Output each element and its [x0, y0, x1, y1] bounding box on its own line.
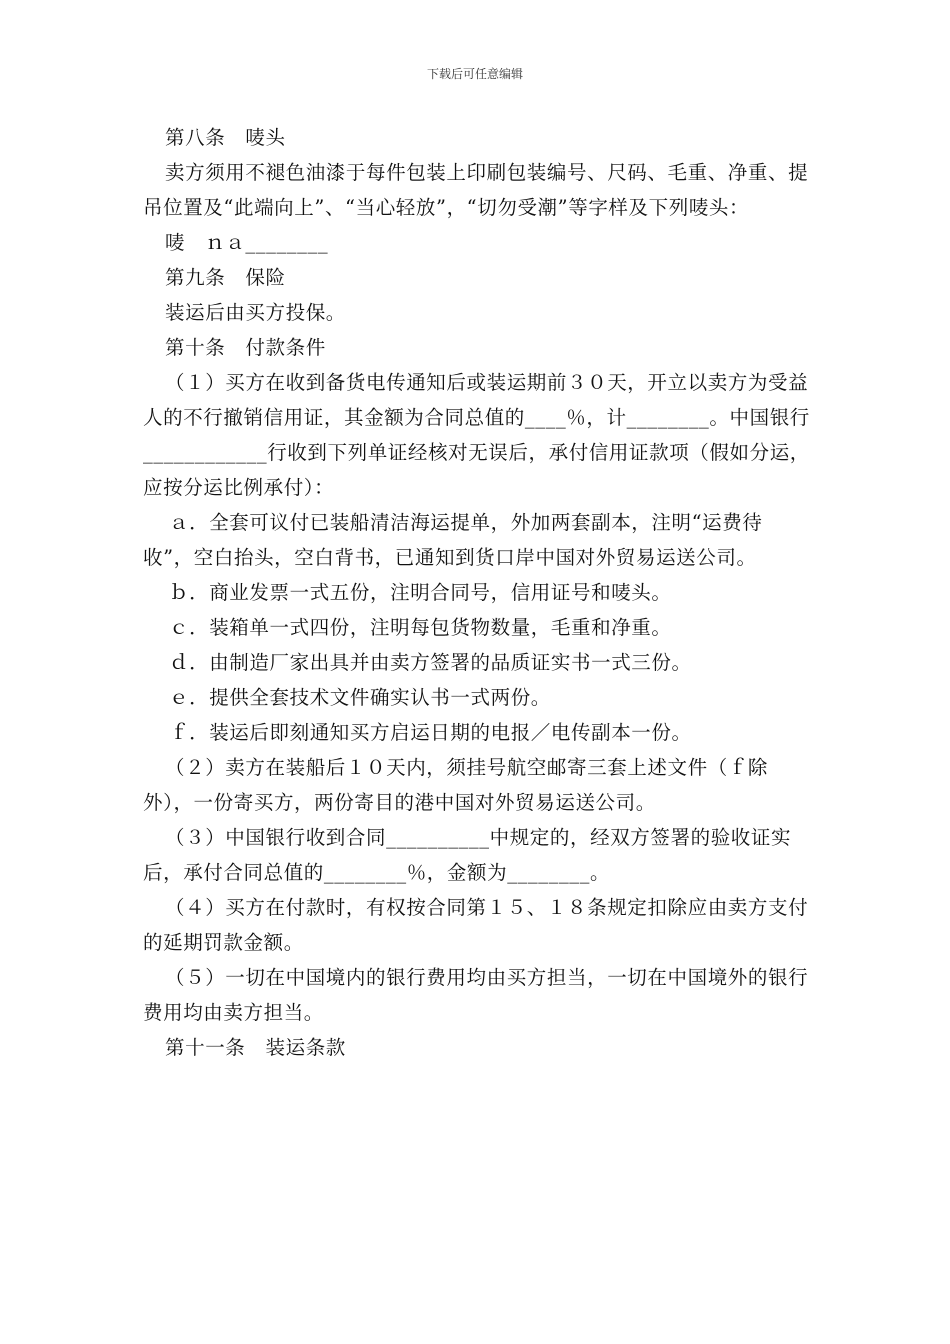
payment-clause-3: （３）中国银行收到合同__________中规定的，经双方签署的验收证实后，承付合同总值的________％，金额为________。	[143, 826, 792, 884]
document-item-e: ｅ．提供全套技术文件确实认书一式两份。	[169, 686, 551, 709]
payment-clause-1: （１）买方在收到备货电传通知后或装运期前３０天，开立以卖方为受益人的不行撤销信用证，其金额为合同总值的____％，计________。中国银行____________行收到下列单证经核对无误后，承付信用证款项（假如分运，应按分运比例承付）：	[143, 371, 810, 499]
article-9-heading: 第九条 保险	[165, 266, 286, 289]
document-item-b: ｂ．商业发票一式五份，注明合同号，信用证号和唛头。	[169, 581, 672, 604]
article-10-heading: 第十条 付款条件	[165, 336, 326, 359]
document-item-a: ａ．全套可议付已装船清洁海运提单，外加两套副本，注明“运费待收”，空白抬头，空白背书，已通知到货口岸中国对外贸易运送公司。	[143, 511, 763, 569]
insurance-text: 装运后由买方投保。	[165, 301, 346, 324]
payment-clause-2: （２）卖方在装船后１０天内，须挂号航空邮寄三套上述文件（ｆ除外），一份寄买方，两份寄目的港中国对外贸易运送公司。	[143, 756, 769, 814]
article-11-heading: 第十一条 装运条款	[165, 1036, 346, 1059]
page-header: 下载后可任意编辑	[426, 67, 523, 81]
document-body	[143, 120, 813, 1065]
payment-clause-4: （４）买方在付款时，有权按合同第１５、１８条规定扣除应由卖方支付的延期罚款金额。	[143, 896, 809, 954]
payment-clause-5: （５）一切在中国境内的银行费用均由买方担当，一切在中国境外的银行费用均由卖方担当。	[143, 966, 809, 1024]
document-item-f: ｆ．装运后即刻通知买方启运日期的电报／电传副本一份。	[169, 721, 692, 744]
article-8-heading: 第八条 唛头	[165, 126, 286, 149]
document-item-c: ｃ．装箱单一式四份，注明每包货物数量，毛重和净重。	[169, 616, 672, 639]
shipping-mark-text: 卖方须用不褪色油漆于每件包装上印刷包装编号、尺码、毛重、净重、提吊位置及“此端向上”、“当心轻放”，“切勿受潮”等字样及下列唛头：	[143, 161, 809, 219]
shipping-mark-field: 唛 ｎａ________	[165, 231, 329, 254]
document-item-d: ｄ．由制造厂家出具并由卖方签署的品质证实书一式三份。	[169, 651, 692, 674]
